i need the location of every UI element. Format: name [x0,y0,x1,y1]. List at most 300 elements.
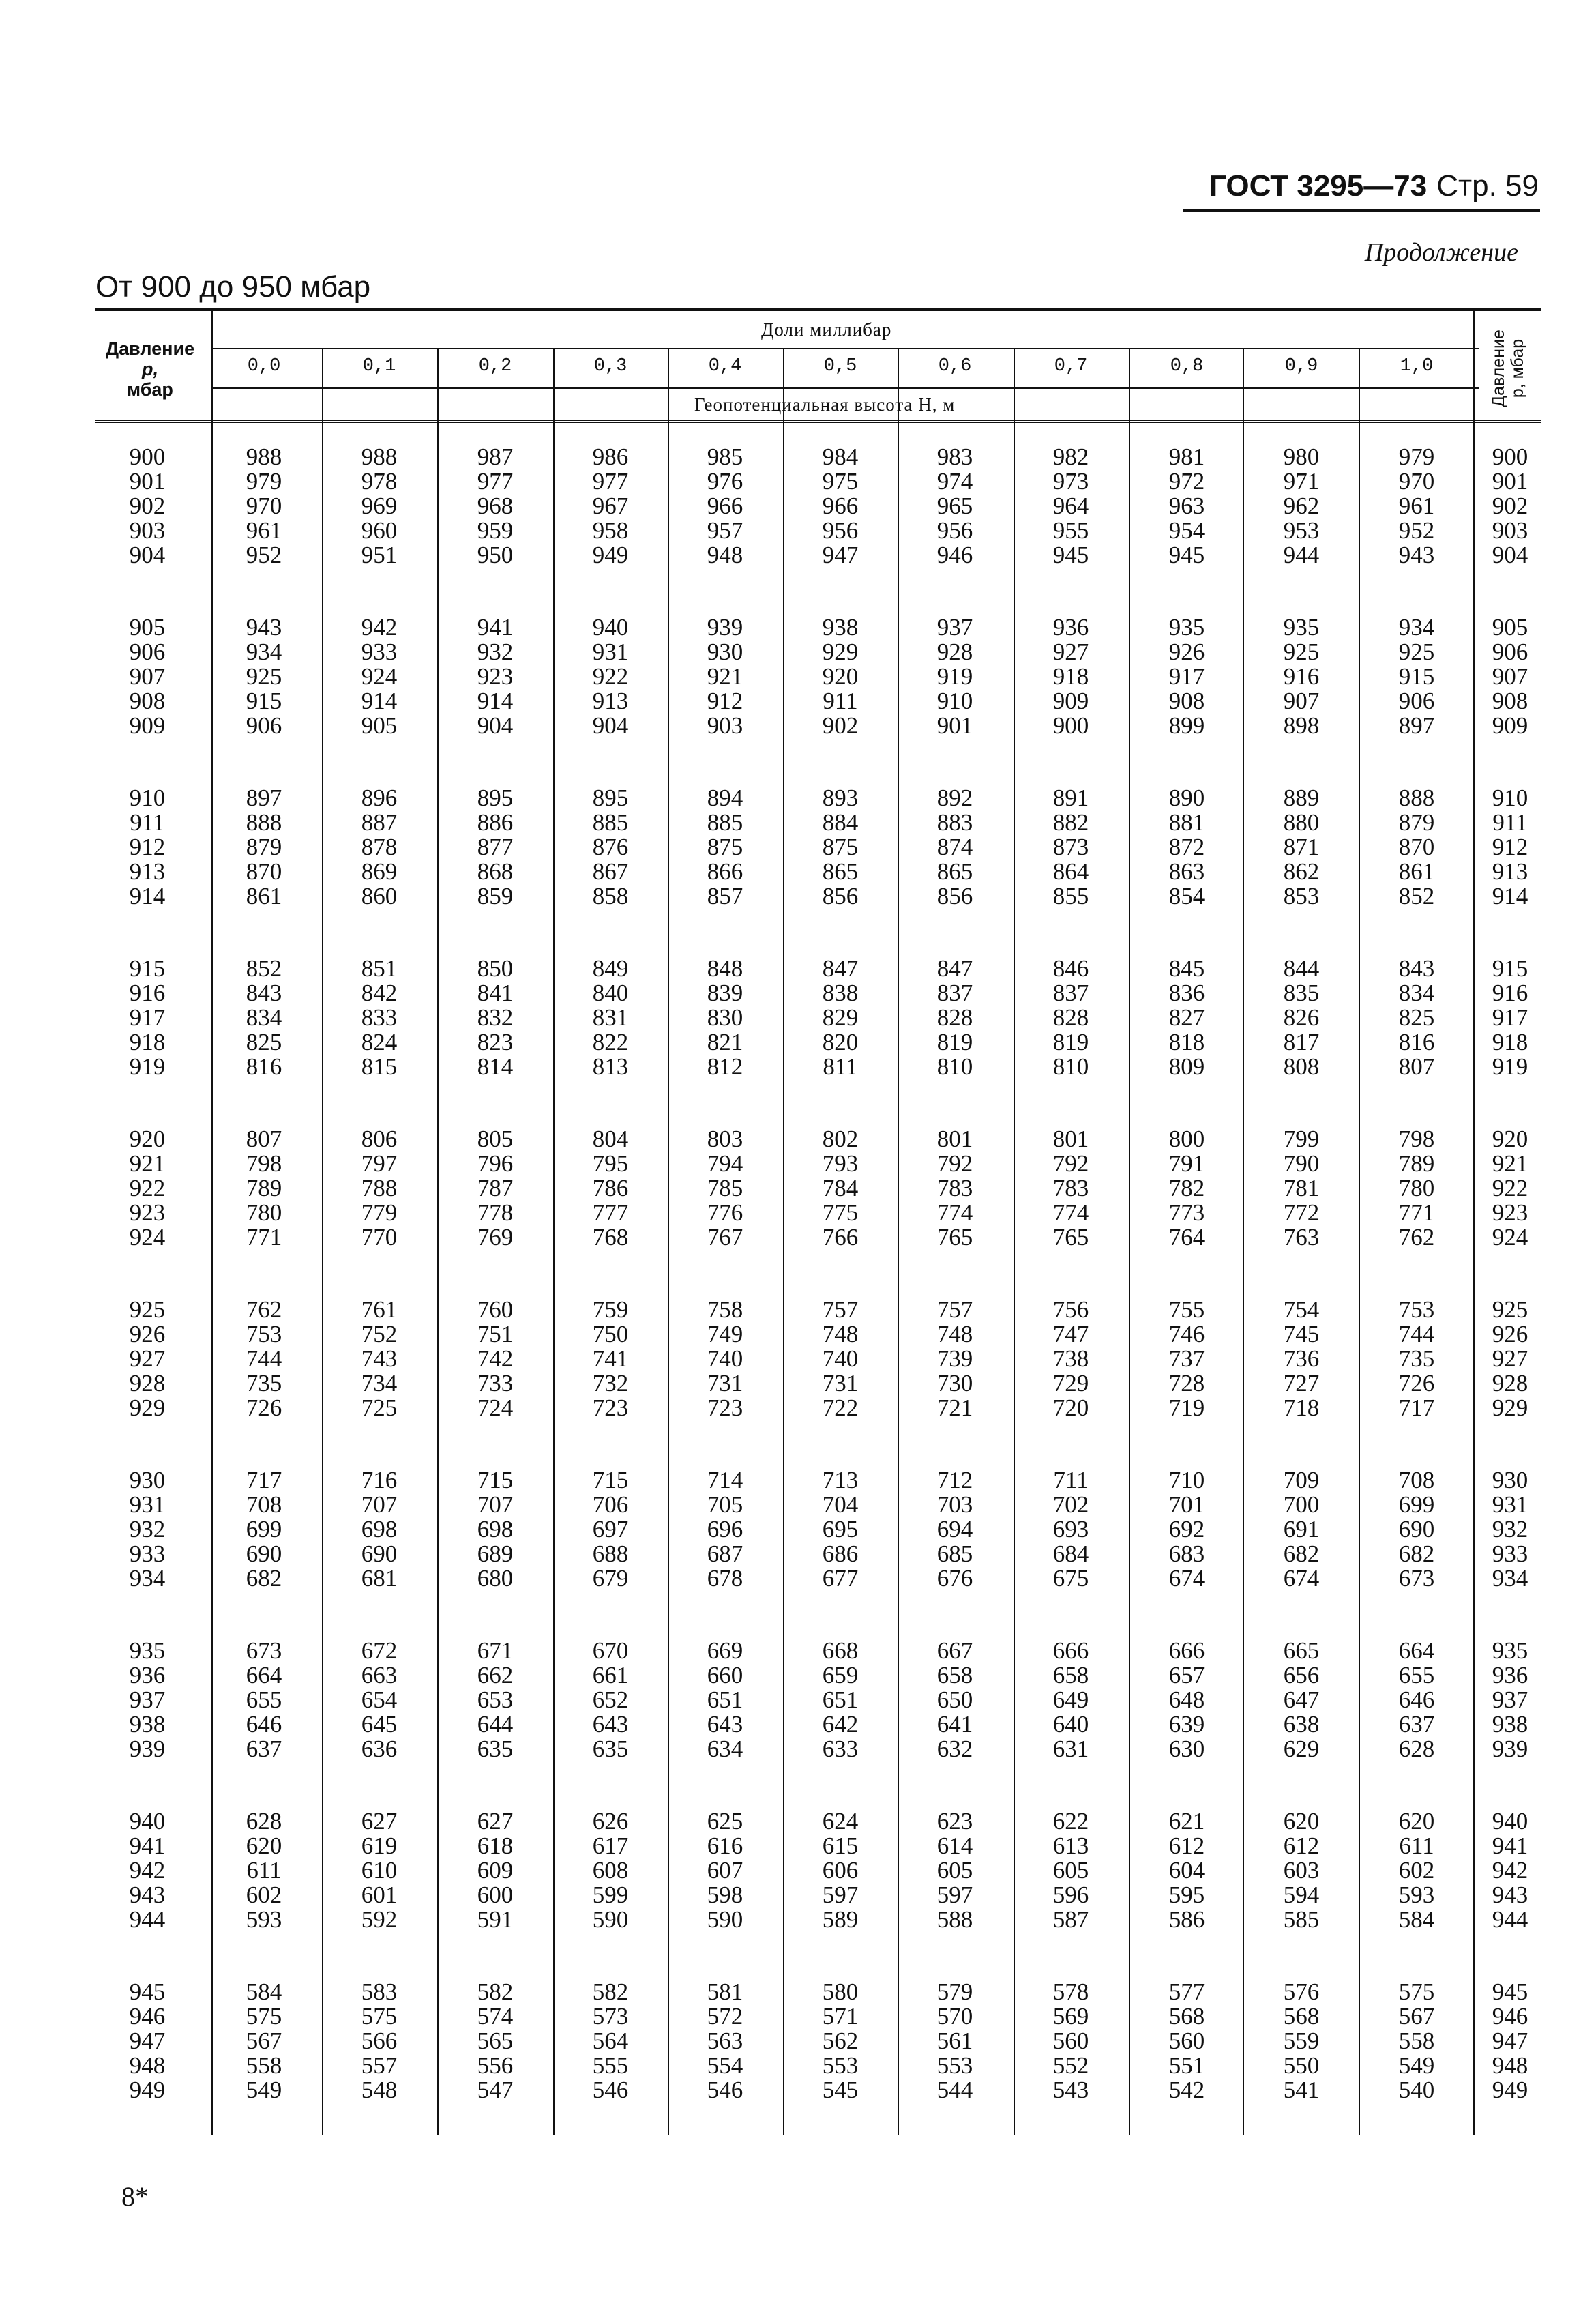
table-cell: 777 [592,1199,629,1226]
table-cell: 562 [822,2028,859,2054]
table-cell: 647 [1283,1686,1320,1713]
table-cell: 682 [1283,1540,1320,1567]
table-cell: 646 [1398,1686,1435,1713]
table-cell: 615 [822,1832,859,1859]
table-cell: 587 [1052,1906,1089,1933]
height-column [338,956,420,1079]
height-column [1146,1298,1228,1420]
pressure-column-right [1476,1298,1544,1420]
table-cell: 787 [477,1175,514,1201]
height-column [1030,956,1112,1079]
height-column [1376,1809,1458,1932]
height-column [1030,1809,1112,1932]
table-cell: 922 [1492,1175,1528,1201]
table-cell: 757 [936,1296,973,1323]
table-cell: 564 [592,2028,629,2054]
table-cell: 877 [477,834,514,860]
table-cell: 635 [477,1736,514,1762]
table-cell: 804 [592,1126,629,1152]
table-cell: 846 [1052,955,1089,982]
table-cell: 857 [707,883,743,909]
table-cell: 701 [1168,1491,1205,1518]
table-cell: 738 [1052,1345,1089,1372]
table-cell: 788 [361,1175,398,1201]
table-cell: 970 [246,493,282,519]
table-cell: 732 [592,1370,629,1396]
table-cell: 965 [936,493,973,519]
table-cell: 790 [1283,1150,1320,1177]
table-cell: 956 [822,517,859,544]
table-cell: 546 [707,2077,743,2103]
height-column [223,1980,305,2103]
table-cell: 581 [707,1978,743,2005]
fraction-column-header: 1,0 [1400,356,1434,377]
height-column [914,1127,996,1250]
height-column [684,1127,766,1250]
table-cell: 840 [592,980,629,1006]
table-cell: 972 [1168,468,1205,495]
height-column [1376,956,1458,1079]
height-column [1260,445,1342,568]
height-column [570,956,651,1079]
table-cell: 860 [361,883,398,909]
table-cell: 946 [1492,2003,1528,2030]
table-cell: 816 [1398,1029,1435,1055]
table-cell: 586 [1168,1906,1205,1933]
table-cell: 793 [822,1150,859,1177]
table-cell: 940 [1492,1808,1528,1834]
table-cell: 945 [1168,542,1205,568]
table-cell: 743 [361,1345,398,1372]
table-cell: 901 [1492,468,1528,495]
table-cell: 929 [1492,1394,1528,1421]
table-cell: 606 [822,1857,859,1884]
table-cell: 863 [1168,858,1205,885]
pressure-column-left [106,1298,188,1420]
table-cell: 904 [477,712,514,739]
table-cell: 727 [1283,1370,1320,1396]
table-cell: 819 [1052,1029,1089,1055]
table-cell: 908 [1168,688,1205,714]
height-column [1146,615,1228,738]
height-column [1146,1639,1228,1761]
table-cell: 935 [129,1637,166,1664]
pressure-column-left [106,1127,188,1250]
table-cell: 633 [822,1736,859,1762]
table-cell: 595 [1168,1882,1205,1908]
table-cell: 571 [822,2003,859,2030]
table-cell: 620 [1398,1808,1435,1834]
height-column [1376,1127,1458,1250]
table-cell: 620 [246,1832,282,1859]
table-cell: 856 [936,883,973,909]
table-cell: 593 [1398,1882,1435,1908]
table-top-rule [95,308,1541,311]
table-cell: 770 [361,1224,398,1250]
height-column [570,1809,651,1932]
table-cell: 584 [246,1978,282,2005]
table-cell: 672 [361,1637,398,1664]
table-cell: 947 [1492,2028,1528,2054]
table-cell: 666 [1052,1637,1089,1664]
table-cell: 731 [707,1370,743,1396]
table-cell: 720 [1052,1394,1089,1421]
table-cell: 759 [592,1296,629,1323]
table-cell: 852 [1398,883,1435,909]
table-cell: 919 [1492,1053,1528,1080]
height-column [454,1298,536,1420]
table-cell: 850 [477,955,514,982]
table-cell: 908 [1492,688,1528,714]
height-column [570,1980,651,2103]
table-cell: 971 [1283,468,1320,495]
height-column [338,1298,420,1420]
table-cell: 802 [822,1126,859,1152]
table-cell: 960 [361,517,398,544]
height-column [570,445,651,568]
table-cell: 829 [822,1004,859,1031]
table-cell: 913 [129,858,166,885]
table-cell: 751 [477,1321,514,1347]
table-cell: 552 [1052,2052,1089,2079]
table-cell: 748 [936,1321,973,1347]
table-cell: 575 [1398,1978,1435,2005]
table-cell: 927 [1052,639,1089,665]
table-cell: 864 [1052,858,1089,885]
table-cell: 546 [592,2077,629,2103]
height-column [914,1809,996,1932]
table-cell: 792 [1052,1150,1089,1177]
table-cell: 917 [129,1004,166,1031]
table-cell: 791 [1168,1150,1205,1177]
table-cell: 618 [477,1832,514,1859]
table-cell: 671 [477,1637,514,1664]
table-cell: 970 [1398,468,1435,495]
height-column [1030,1298,1112,1420]
page-number: Стр. 59 [1436,169,1539,203]
table-cell: 737 [1168,1345,1205,1372]
table-cell: 578 [1052,1978,1089,2005]
height-column [684,1298,766,1420]
fraction-header-rule [211,348,1479,349]
table-cell: 929 [129,1394,166,1421]
height-column [1376,1639,1458,1761]
table-cell: 933 [1492,1540,1528,1567]
table-cell: 895 [477,785,514,811]
table-cell: 602 [246,1882,282,1908]
height-column [799,1127,881,1250]
table-cell: 843 [1398,955,1435,982]
table-cell: 747 [1052,1321,1089,1347]
table-cell: 906 [1398,688,1435,714]
table-cell: 690 [361,1540,398,1567]
height-column [799,1298,881,1420]
height-column [570,1127,651,1250]
table-cell: 816 [246,1053,282,1080]
fraction-column-header: 0,9 [1284,356,1318,377]
table-cell: 980 [1283,443,1320,470]
height-column [1146,1809,1228,1932]
table-cell: 897 [246,785,282,811]
table-cell: 915 [1492,955,1528,982]
table-cell: 833 [361,1004,398,1031]
table-cell: 966 [707,493,743,519]
table-cell: 610 [361,1857,398,1884]
table-cell: 940 [129,1808,166,1834]
table-cell: 617 [592,1832,629,1859]
table-cell: 912 [707,688,743,714]
table-cell: 664 [246,1662,282,1688]
table-cell: 806 [361,1126,398,1152]
table-cell: 979 [1398,443,1435,470]
table-cell: 815 [361,1053,398,1080]
table-cell: 740 [707,1345,743,1372]
table-cell: 774 [936,1199,973,1226]
table-cell: 694 [936,1516,973,1542]
fraction-column-header: 0,3 [593,356,627,377]
height-column [914,956,996,1079]
height-column [1260,1809,1342,1932]
table-cell: 658 [936,1662,973,1688]
table-cell: 905 [361,712,398,739]
table-cell: 765 [1052,1224,1089,1250]
table-cell: 891 [1052,785,1089,811]
table-cell: 696 [707,1516,743,1542]
table-cell: 760 [477,1296,514,1323]
pressure-column-right [1476,615,1544,738]
table-cell: 543 [1052,2077,1089,2103]
pressure-column-right [1476,786,1544,909]
height-column [799,615,881,738]
table-cell: 935 [1283,614,1320,641]
table-cell: 902 [822,712,859,739]
table-cell: 952 [246,542,282,568]
table-cell: 853 [1283,883,1320,909]
right-header-line-2: p, мбар [1508,338,1527,398]
table-cell: 932 [129,1516,166,1542]
table-cell: 645 [361,1711,398,1738]
table-cell: 912 [1492,834,1528,860]
table-cell: 957 [707,517,743,544]
table-cell: 878 [361,834,398,860]
table-cell: 933 [129,1540,166,1567]
table-cell: 823 [477,1029,514,1055]
table-cell: 897 [1398,712,1435,739]
table-cell: 932 [1492,1516,1528,1542]
table-cell: 909 [1492,712,1528,739]
table-cell: 563 [707,2028,743,2054]
table-cell: 931 [592,639,629,665]
table-cell: 801 [1052,1126,1089,1152]
table-cell: 616 [707,1832,743,1859]
table-cell: 625 [707,1808,743,1834]
pressure-column-right [1476,445,1544,568]
height-column [1146,445,1228,568]
height-column [223,445,305,568]
height-column [799,1639,881,1761]
height-column [454,1980,536,2103]
table-cell: 590 [592,1906,629,1933]
table-cell: 702 [1052,1491,1089,1518]
table-cell: 722 [822,1394,859,1421]
table-cell: 717 [246,1467,282,1493]
pressure-column-left [106,1809,188,1932]
table-cell: 921 [707,663,743,690]
table-cell: 900 [129,443,166,470]
table-cell: 827 [1168,1004,1205,1031]
table-cell: 836 [1168,980,1205,1006]
height-column [684,445,766,568]
table-cell: 934 [246,639,282,665]
table-cell: 599 [592,1882,629,1908]
table-cell: 612 [1168,1832,1205,1859]
pressure-column-left [106,445,188,568]
table-cell: 944 [1283,542,1320,568]
table-cell: 884 [822,809,859,836]
table-cell: 749 [707,1321,743,1347]
table-cell: 935 [1168,614,1205,641]
table-cell: 553 [822,2052,859,2079]
table-cell: 708 [246,1491,282,1518]
table-cell: 761 [361,1296,398,1323]
table-cell: 658 [1052,1662,1089,1688]
table-cell: 580 [822,1978,859,2005]
table-cell: 936 [1492,1662,1528,1688]
table-cell: 820 [822,1029,859,1055]
table-cell: 766 [822,1224,859,1250]
table-cell: 583 [361,1978,398,2005]
pressure-column-header [95,338,205,400]
column-divider [553,348,555,2135]
table-cell: 593 [246,1906,282,1933]
table-cell: 933 [361,639,398,665]
table-cell: 646 [246,1711,282,1738]
table-cell: 677 [822,1565,859,1592]
table-cell: 890 [1168,785,1205,811]
table-cell: 652 [592,1686,629,1713]
table-cell: 882 [1052,809,1089,836]
table-cell: 764 [1168,1224,1205,1250]
table-cell: 626 [592,1808,629,1834]
table-cell: 582 [592,1978,629,2005]
height-column [338,445,420,568]
table-cell: 834 [246,1004,282,1031]
table-cell: 842 [361,980,398,1006]
table-cell: 662 [477,1662,514,1688]
table-cell: 796 [477,1150,514,1177]
table-cell: 952 [1398,517,1435,544]
table-cell: 886 [477,809,514,836]
table-cell: 584 [1398,1906,1435,1933]
table-cell: 943 [129,1882,166,1908]
table-cell: 939 [1492,1736,1528,1762]
height-column [223,1639,305,1761]
table-cell: 958 [592,517,629,544]
table-cell: 916 [1283,663,1320,690]
table-cell: 549 [1398,2052,1435,2079]
table-cell: 676 [936,1565,973,1592]
table-cell: 704 [822,1491,859,1518]
table-cell: 903 [1492,517,1528,544]
range-title: От 900 до 950 мбар [95,270,371,304]
table-cell: 812 [707,1053,743,1080]
table-cell: 707 [477,1491,514,1518]
table-cell: 665 [1283,1637,1320,1664]
table-cell: 909 [1052,688,1089,714]
table-cell: 926 [1492,1321,1528,1347]
table-cell: 567 [1398,2003,1435,2030]
height-column [1376,615,1458,738]
table-cell: 946 [129,2003,166,2030]
pressure-column-right [1476,956,1544,1079]
height-column [454,956,536,1079]
table-cell: 981 [1168,443,1205,470]
pressure-column-left [106,956,188,1079]
table-cell: 631 [1052,1736,1089,1762]
table-cell: 611 [246,1857,282,1884]
table-cell: 959 [477,517,514,544]
fraction-column-header: 0,5 [823,356,857,377]
table-cell: 657 [1168,1662,1205,1688]
table-cell: 919 [936,663,973,690]
table-cell: 931 [129,1491,166,1518]
table-cell: 931 [1492,1491,1528,1518]
table-cell: 879 [1398,809,1435,836]
table-cell: 744 [1398,1321,1435,1347]
table-cell: 577 [1168,1978,1205,2005]
height-column [1376,1980,1458,2103]
height-column [1260,956,1342,1079]
table-cell: 798 [1398,1126,1435,1152]
table-cell: 937 [129,1686,166,1713]
table-cell: 716 [361,1467,398,1493]
table-cell: 668 [822,1637,859,1664]
table-cell: 590 [707,1906,743,1933]
table-cell: 632 [936,1736,973,1762]
fraction-column-header: 0,7 [1054,356,1088,377]
table-cell: 986 [592,443,629,470]
table-cell: 588 [936,1906,973,1933]
table-cell: 698 [477,1516,514,1542]
height-column [799,956,881,1079]
table-cell: 547 [477,2077,514,2103]
table-cell: 789 [1398,1150,1435,1177]
table-cell: 540 [1398,2077,1435,2103]
table-cell: 636 [361,1736,398,1762]
table-cell: 674 [1168,1565,1205,1592]
table-cell: 713 [822,1467,859,1493]
height-column [799,445,881,568]
height-column [223,1298,305,1420]
table-cell: 920 [1492,1126,1528,1152]
table-cell: 558 [246,2052,282,2079]
height-column [1030,1127,1112,1250]
table-cell: 859 [477,883,514,909]
table-cell: 707 [361,1491,398,1518]
table-cell: 961 [1398,493,1435,519]
fraction-group-header: Доли миллибар [761,319,892,340]
table-cell: 745 [1283,1321,1320,1347]
height-column [1376,445,1458,568]
table-cell: 554 [707,2052,743,2079]
table-cell: 855 [1052,883,1089,909]
table-cell: 719 [1168,1394,1205,1421]
table-cell: 822 [592,1029,629,1055]
table-cell: 907 [1492,663,1528,690]
pressure-column-left [106,1639,188,1761]
table-cell: 943 [246,614,282,641]
table-cell: 763 [1283,1224,1320,1250]
